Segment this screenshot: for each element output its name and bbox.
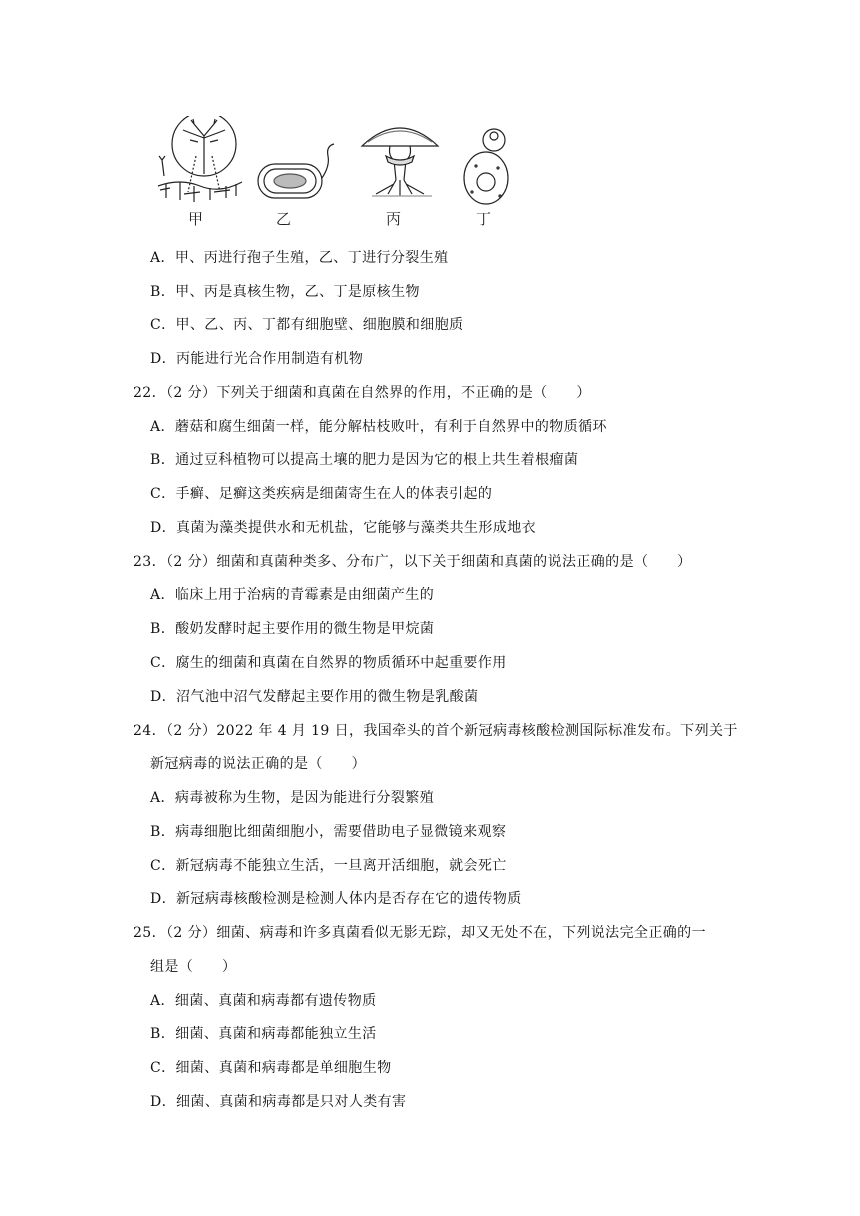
- organism-illustrations: [150, 116, 510, 208]
- q23-option-a: A．临床上用于治病的青霉素是由细菌产生的: [150, 587, 435, 603]
- q23-stem: 23．（2 分）细菌和真菌种类多、分布广，以下关于细菌和真菌的说法正确的是（ ）: [133, 554, 692, 570]
- q25-stem: 25．（2 分）细菌、病毒和许多真菌看似无影无踪，却又无处不在，下列说法完全正确的一: [133, 925, 706, 941]
- q22-option-c: C．手癣、足癣这类疾病是细菌寄生在人的体表引起的: [150, 486, 493, 502]
- q23-option-b: B．酸奶发酵时起主要作用的微生物是甲烷菌: [150, 621, 435, 637]
- q25-option-c: C．细菌、真菌和病毒都是单细胞生物: [150, 1060, 392, 1076]
- q21-option-b: B．甲、丙是真核生物，乙、丁是原核生物: [150, 284, 420, 300]
- q23-option-d: D．沼气池中沼气发酵起主要作用的微生物是乳酸菌: [150, 689, 479, 705]
- q24-option-b: B．病毒细胞比细菌细胞小，需要借助电子显微镜来观察: [150, 824, 507, 840]
- organism-figure: [150, 116, 510, 232]
- q23-option-c: C．腐生的细菌和真菌在自然界的物质循环中起重要作用: [150, 655, 507, 671]
- q24-option-a: A．病毒被称为生物，是因为能进行分裂繁殖: [150, 790, 435, 806]
- q22-option-a: A．蘑菇和腐生细菌一样，能分解枯枝败叶，有利于自然界中的物质循环: [150, 419, 607, 435]
- q21-option-d: D．丙能进行光合作用制造有机物: [150, 351, 364, 367]
- q24-stem: 24．（2 分）2022 年 4 月 19 日，我国牵头的首个新冠病毒核酸检测国际标准发布。下列关于: [133, 723, 738, 739]
- q22-option-b: B．通过豆科植物可以提高土壤的肥力是因为它的根上共生着根瘤菌: [150, 452, 579, 468]
- q24-option-d: D．新冠病毒核酸检测是检测人体内是否存在它的遗传物质: [150, 891, 522, 907]
- bacterium-illustration: [258, 144, 334, 198]
- q25-option-a: A．细菌、真菌和病毒都有遗传物质: [150, 993, 377, 1009]
- mushroom-illustration: [362, 128, 438, 196]
- yeast-illustration: [464, 129, 508, 204]
- q24-option-c: C．新冠病毒不能独立生活，一旦离开活细胞，就会死亡: [150, 858, 507, 874]
- q24-stem-continued: 新冠病毒的说法正确的是（ ）: [150, 756, 366, 772]
- q25-stem-continued: 组是（ ）: [150, 959, 237, 975]
- figure-label-yi: 乙: [276, 210, 292, 228]
- q21-option-a: A．甲、丙进行孢子生殖，乙、丁进行分裂生殖: [150, 250, 449, 266]
- q22-option-d: D．真菌为藻类提供水和无机盐，它能够与藻类共生形成地衣: [150, 520, 537, 536]
- figure-label-bing: 丙: [386, 210, 402, 228]
- q25-option-d: D．细菌、真菌和病毒都是只对人类有害: [150, 1094, 407, 1110]
- q21-option-c: C．甲、乙、丙、丁都有细胞壁、细胞膜和细胞质: [150, 317, 464, 333]
- q25-option-b: B．细菌、真菌和病毒都能独立生活: [150, 1026, 377, 1042]
- q22-stem: 22．（2 分）下列关于细菌和真菌在自然界的作用，不正确的是（ ）: [133, 385, 591, 401]
- mold-illustration: [158, 116, 242, 202]
- figure-label-jia: 甲: [188, 210, 204, 228]
- figure-label-ding: 丁: [476, 210, 492, 228]
